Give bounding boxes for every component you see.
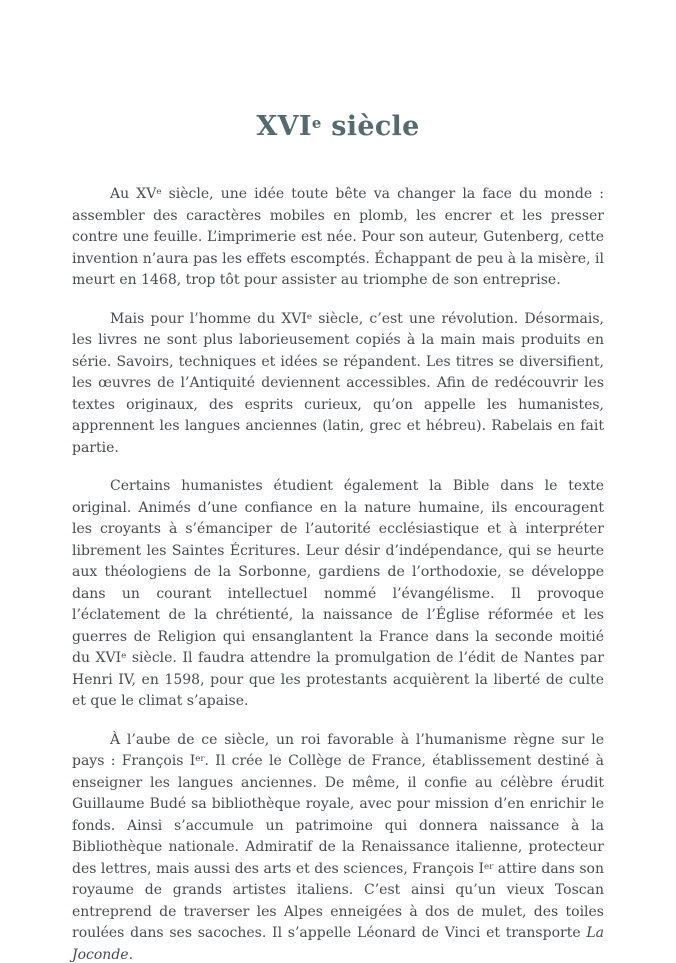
paragraph-1: Au XVe siècle, une idée toute bête va changer la face du monde : assembler des caractères mobiles en plomb, les encrer et les presser contre une feuille. L’imprimerie est née. Pour son auteur, Gutenberg, cette invention n’aura pas les effets escomptés. Échappant de peu à la misère, il meurt en 1468, trop tôt pour assister au triomphe de son entreprise.: [72, 186, 605, 288]
paragraph-2: Mais pour l’homme du XVIe siècle, c’est une révolution. Désormais, les livres ne sont plus laborieusement copiés à la main mais produits en série. Savoirs, techniques et idées se répandent. Les titres se diversifient, les œuvres de l’Antiquité deviennent accessibles. Afin de redécouvrir les textes originaux, des esprits curieux, qu’on appelle les humanistes, apprennent les langues anciennes (latin, grec et hébreu). Rabelais en fait partie.: [72, 310, 604, 456]
page-title: XVIe siècle: [256, 111, 420, 142]
body-text: [72, 184, 604, 963]
paragraph-3: Certains humanistes étudient également la Bible dans le texte original. Animés d’une confiance en la nature humaine, ils encouragent les croyants à s’émanciper de l’autorité ecclésiastique et à interpréter librement les Saintes Écritures. Leur désir d’indépendance, qui se heurte aux théologiens de la Sorbonne, gardiens de l’orthodoxie, se développe dans un courant intellectuel nommé l’évangélisme. Il provoque l’éclatement de la chrétienté, la naissance de l’Église réformée et les guerres de Religion qui ensanglantent la France dans la seconde moitié du XVIe siècle. Il faudra attendre la promulgation de l’édit de Nantes par Henri IV, en 1598, pour que les protestants acquièrent la liberté de culte et que le climat s’apaise.: [72, 478, 604, 709]
paragraph-4: À l’aube de ce siècle, un roi favorable à l’humanisme règne sur le pays : François Ier. Il crée le Collège de France, établissement destiné à enseigner les langues anciennes. De même, il confie au célèbre érudit Guillaume Budé sa bibliothèque royale, avec pour mission d’en enrichir le fonds. Ainsi s’accumule un patrimoine qui donnera naissance à la Bibliothèque nationale. Admiratif de la Renaissance italienne, protecteur des lettres, mais aussi des arts et des sciences, François Ier attire dans son royaume de grands artistes italiens. C’est ainsi qu’un vieux Toscan entreprend de traverser les Alpes enneigées à dos de mulet, des toiles roulées dans ses sacoches. Il s’appelle Léonard de Vinci et transporte La Joconde.: [72, 731, 605, 963]
